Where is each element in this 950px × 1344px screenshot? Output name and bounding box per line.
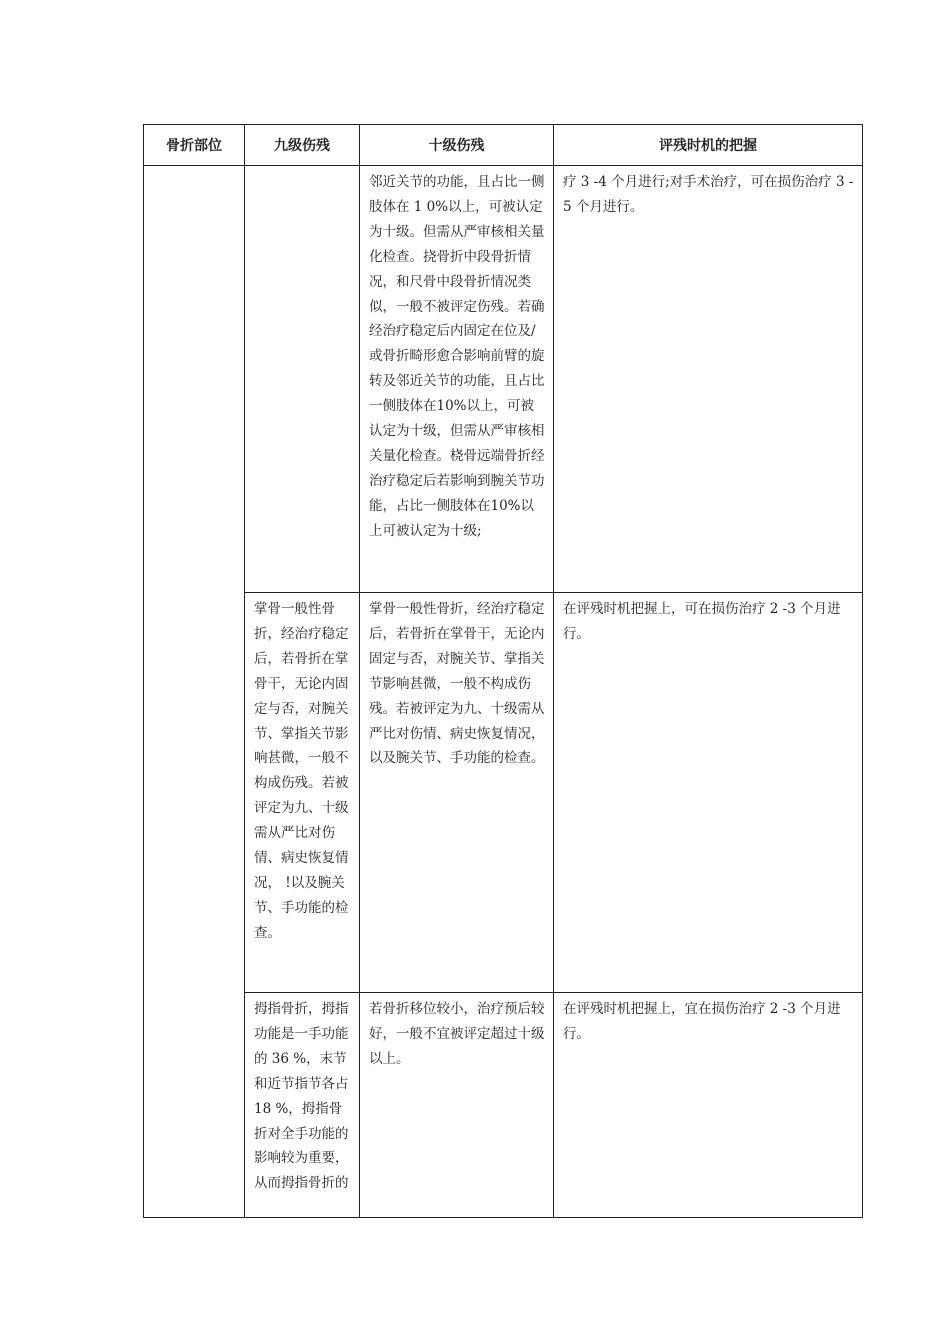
disability-assessment-table <box>143 124 863 1218</box>
table-row <box>144 993 863 1218</box>
tenth-grade-cell: 掌骨一般性骨折，经治疗稳定后，若骨折在掌骨干，无论内固定与否，对腕关节、掌指关节影响甚微，一般不构成伤残。若被评定为九、十级需从严比对伤情、病史恢复情况，以及腕关节、手功能的检查。 <box>360 593 554 993</box>
header-fracture-site: 骨折部位 <box>144 125 245 166</box>
fracture-site-cell <box>144 166 245 1218</box>
timing-cell: 在评残时机把握上，宜在损伤治疗 2 -3 个月进行。 <box>554 993 863 1218</box>
timing-cell: 在评残时机把握上，可在损伤治疗 2 -3 个月进行。 <box>554 593 863 993</box>
header-ninth-grade: 九级伤残 <box>245 125 360 166</box>
table-row <box>144 166 863 593</box>
ninth-grade-cell: 掌骨一般性骨折，经治疗稳定后，若骨折在掌骨干，无论内固定与否，对腕关节、掌指关节影响甚微，一般不构成伤残。若被评定为九、十级需从严比对伤情、病史恢复情况， !以及腕关节、手功能的检查。 <box>245 593 360 993</box>
ninth-grade-cell <box>245 166 360 593</box>
tenth-grade-cell: 若骨折移位较小，治疗预后较好，一般不宜被评定超过十级以上。 <box>360 993 554 1218</box>
header-tenth-grade: 十级伤残 <box>360 125 554 166</box>
table-row <box>144 593 863 993</box>
tenth-grade-cell: 邻近关节的功能，且占比一侧肢体在 1 0%以上，可被认定为十级。但需从严审核相关量化检查。挠骨折中段骨折情况，和尺骨中段骨折情况类似，一般不被评定伤残。若确经治疗稳定后内固定在位及/或骨折畸形愈合影响前臂的旋转及邻近关节的功能，且占比一侧肢体在10%以上，可被认定为十级，但需从严审核相关量化检查。桡骨远端骨折经治疗稳定后若影响到腕关节功能，占比一侧肢体在10%以上可被认定为十级; <box>360 166 554 593</box>
header-assessment-timing: 评残时机的把握 <box>554 125 863 166</box>
ninth-grade-cell: 拇指骨折，拇指功能是一手功能的 36 %，末节和近节指节各占 18 %，拇指骨折对全手功能的影响较为重要，从而拇指骨折的 <box>245 993 360 1218</box>
header-row <box>144 125 863 166</box>
timing-cell: 疗 3 -4 个月进行;对手术治疗，可在损伤治疗 3 -5 个月进行。 <box>554 166 863 593</box>
